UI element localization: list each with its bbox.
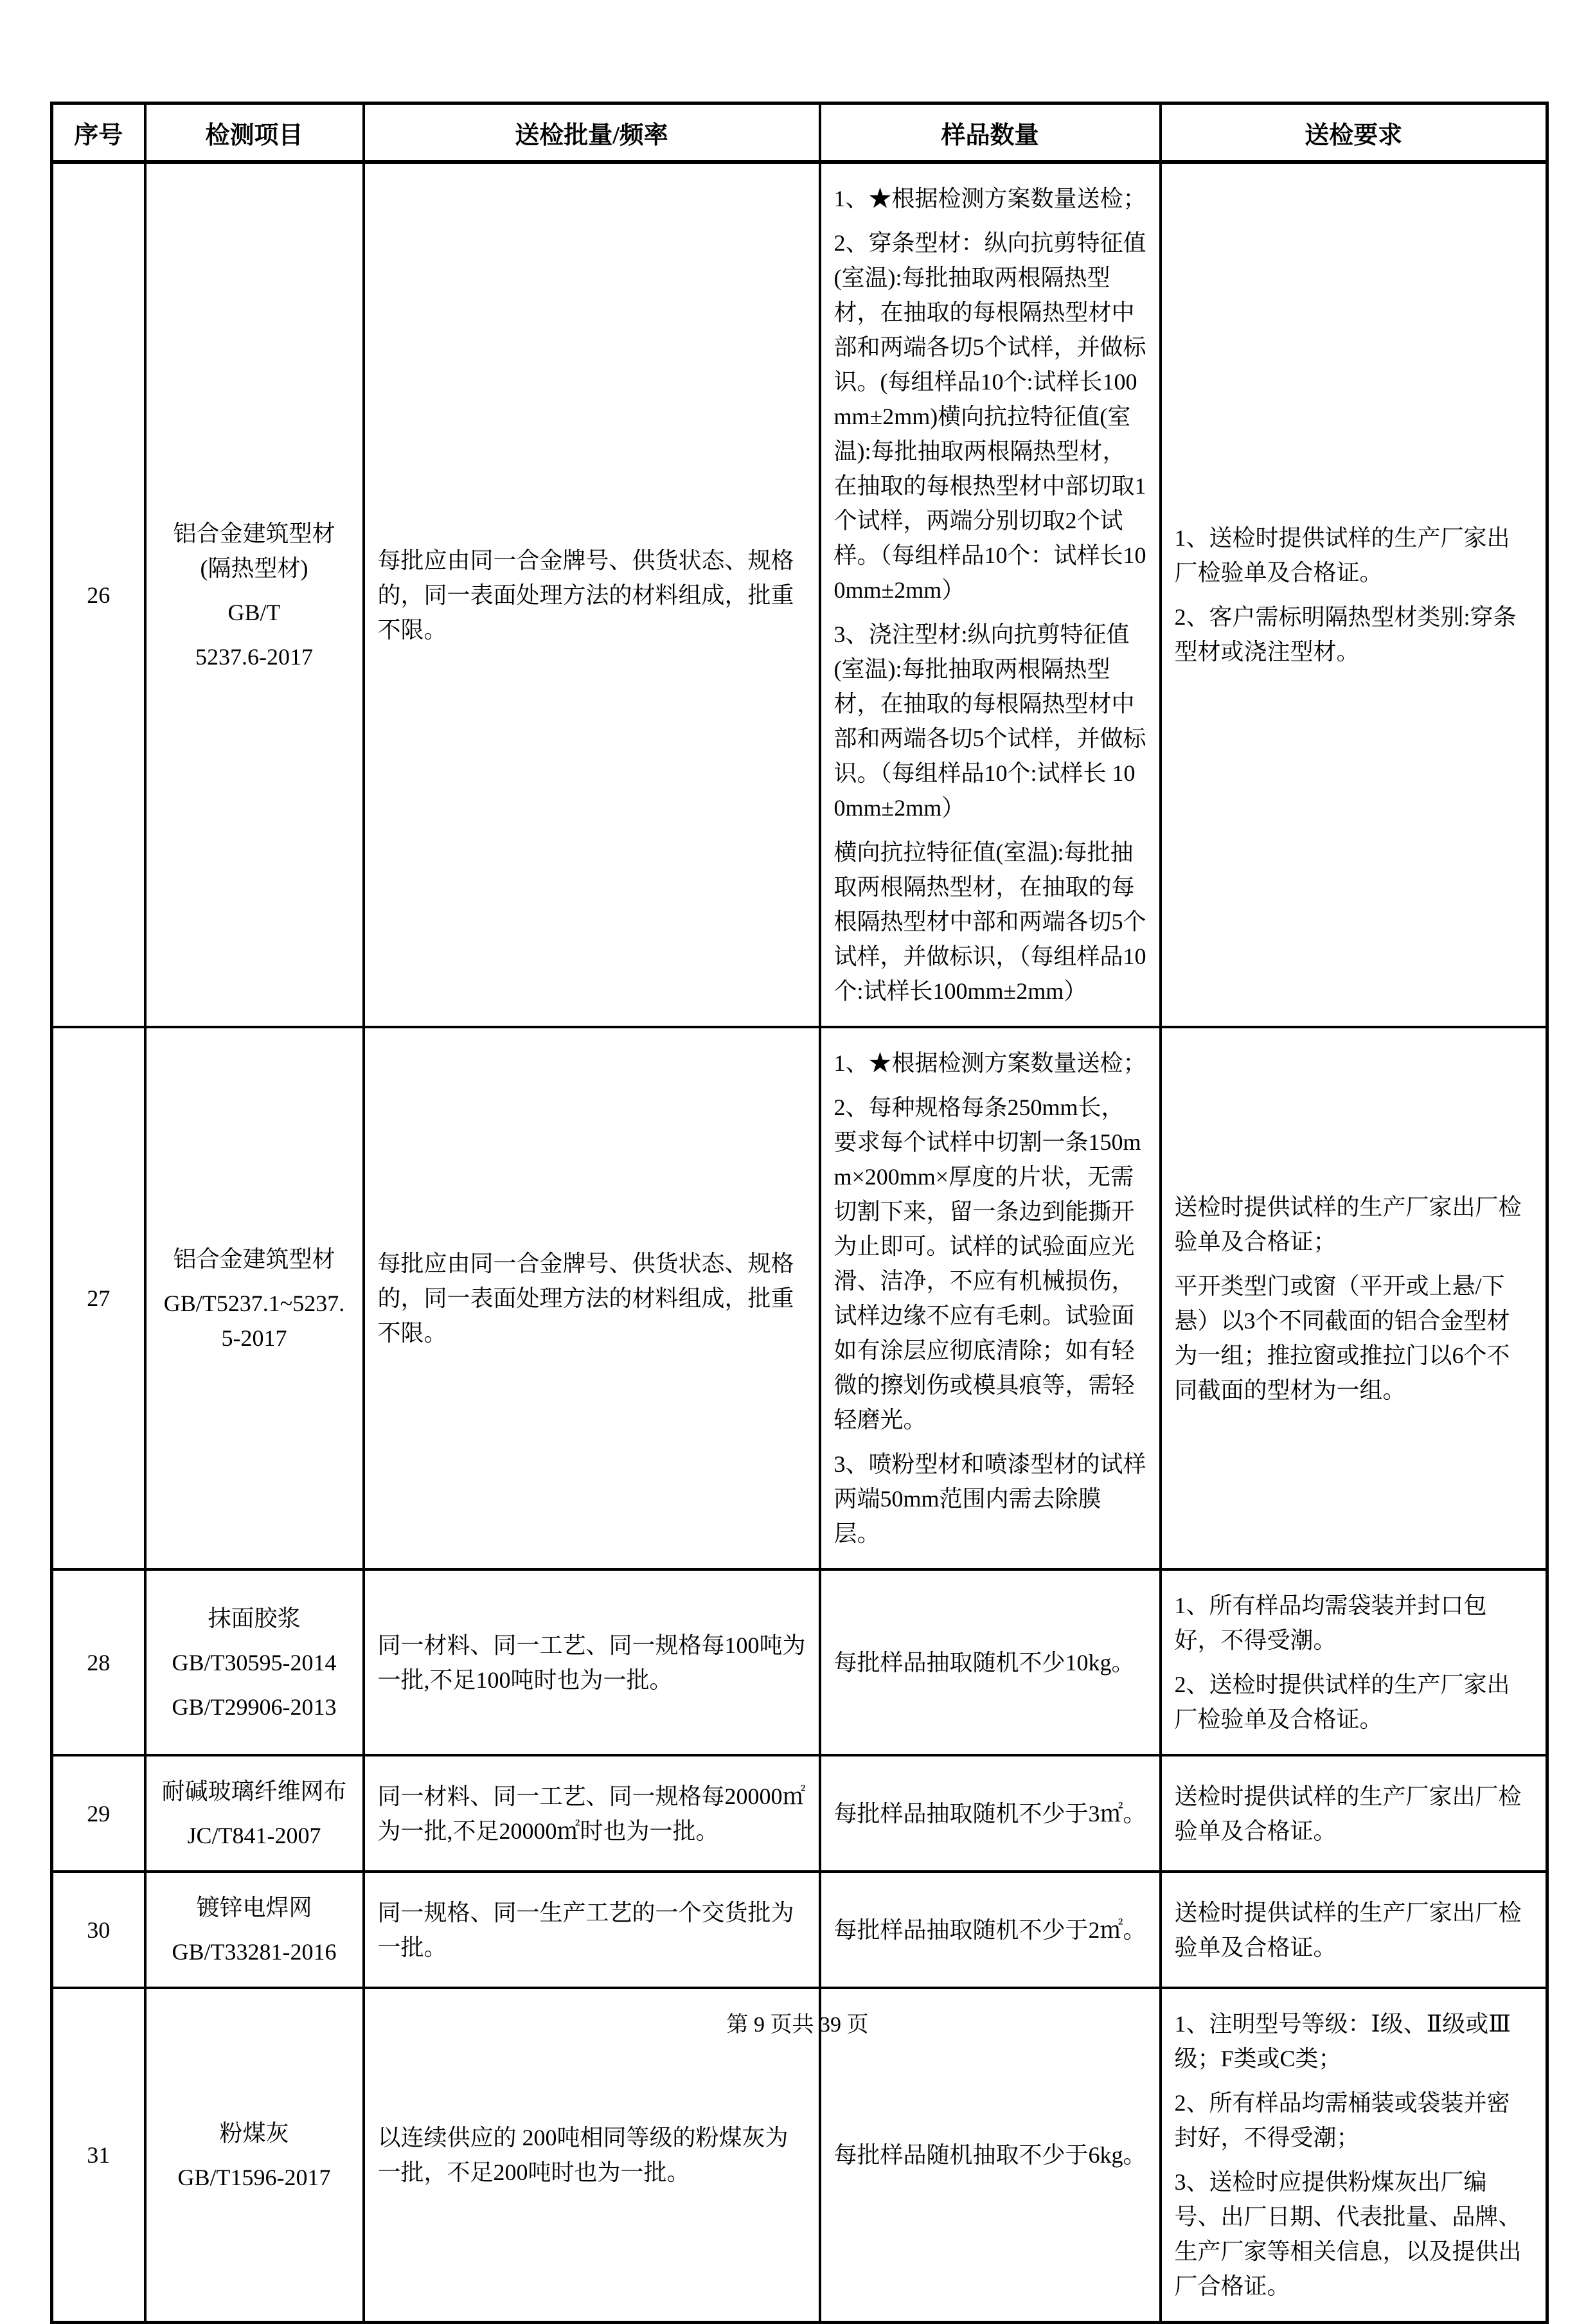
cell-submission-requirement: 1、送检时提供试样的生产厂家出厂检验单及合格证。 2、客户需标明隔热型材类别:穿条型材或浇注型材。 xyxy=(1161,162,1547,1027)
cell-batch-frequency: 每批应由同一合金牌号、供货状态、规格的，同一表面处理方法的材料组成，批重不限。 xyxy=(364,1027,820,1569)
cell-sample-quantity: 每批样品抽取随机不少10kg。 xyxy=(820,1569,1161,1755)
cell-submission-requirement: 送检时提供试样的生产厂家出厂检验单及合格证。 xyxy=(1161,1755,1547,1872)
cell-test-item: 镀锌电焊网 GB/T33281-2016 xyxy=(145,1872,364,1988)
cell-test-item: 铝合金建筑型材(隔热型材) GB/T 5237.6-2017 xyxy=(145,162,364,1027)
cell-test-item: 铝合金建筑型材 GB/T5237.1~5237.5-2017 xyxy=(145,1027,364,1569)
cell-batch-frequency: 同一规格、同一生产工艺的一个交货批为一批。 xyxy=(364,1872,820,1988)
cell-batch-frequency: 每批应由同一合金牌号、供货状态、规格的，同一表面处理方法的材料组成，批重不限。 xyxy=(364,162,820,1027)
header-sample-quantity: 样品数量 xyxy=(820,103,1161,163)
cell-batch-frequency: 以连续供应的 200吨相同等级的粉煤灰为一批，不足200吨时也为一批。 xyxy=(364,1988,820,2323)
table-header-row xyxy=(52,103,1547,163)
cell-sample-quantity: 1、★根据检测方案数量送检； 2、每种规格每条250mm长，要求每个试样中切割一条150mm×200mm×厚度的片状，无需切割下来，留一条边到能撕开为止即可。试样的试验面应光滑、洁净，不应有机械损伤，试样边缘不应有毛刺。试验面如有涂层应彻底清除；如有轻微的擦划伤或模具痕等，需轻轻磨光。 3、喷粉型材和喷漆型材的试样两端50mm范围内需去除膜层。 xyxy=(820,1027,1161,1569)
header-test-item: 检测项目 xyxy=(145,103,364,163)
table-row-30 xyxy=(52,1872,1547,1988)
page-number: 第 9 页共 39 页 xyxy=(726,2013,869,2037)
cell-batch-frequency: 同一材料、同一工艺、同一规格每20000㎡为一批,不足20000㎡时也为一批。 xyxy=(364,1755,820,1872)
table-row-27 xyxy=(52,1027,1547,1569)
cell-submission-requirement: 1、注明型号等级：Ⅰ级、Ⅱ级或Ⅲ级；F类或C类； 2、所有样品均需桶装或袋装并密封好，不得受潮； 3、送检时应提供粉煤灰出厂编号、出厂日期、代表批量、品牌、生产厂家等相关信息，以及提供出厂合格证。 xyxy=(1161,1988,1547,2323)
table-row-29 xyxy=(52,1755,1547,1872)
cell-serial-number: 28 xyxy=(52,1569,145,1755)
cell-test-item: 耐碱玻璃纤维网布 JC/T841-2007 xyxy=(145,1755,364,1872)
cell-sample-quantity: 每批样品随机抽取不少于6kg。 xyxy=(820,1988,1161,2323)
table-row-26 xyxy=(52,162,1547,1027)
cell-sample-quantity: 每批样品抽取随机不少于3㎡。 xyxy=(820,1755,1161,1872)
table-row-31 xyxy=(52,1988,1547,2323)
cell-serial-number: 31 xyxy=(52,1988,145,2323)
header-batch-frequency: 送检批量/频率 xyxy=(364,103,820,163)
cell-test-item: 粉煤灰 GB/T1596-2017 xyxy=(145,1988,364,2323)
table-row-28 xyxy=(52,1569,1547,1755)
cell-serial-number: 30 xyxy=(52,1872,145,1988)
cell-submission-requirement: 送检时提供试样的生产厂家出厂检验单及合格证。 xyxy=(1161,1872,1547,1988)
cell-sample-quantity: 1、★根据检测方案数量送检； 2、穿条型材：纵向抗剪特征值(室温):每批抽取两根隔热型材，在抽取的每根隔热型材中部和两端各切5个试样，并做标识。(每组样品10个:试样长100mm±2mm)横向抗拉特征值(室温):每批抽取两根隔热型材，在抽取的每根热型材中部切取1个试样，两端分别切取2个试样。（每组样品10个：试样长100mm±2mm） 3、浇注型材:纵向抗剪特征值(室温):每批抽取两根隔热型材，在抽取的每根隔热型材中部和两端各切5个试样，并做标识。（每组样品10个:试样长 100mm±2mm） 横向抗拉特征值(室温):每批抽取两根隔热型材，在抽取的每根隔热型材中部和两端各切5个试样，并做标识，（每组样品10个:试样长100mm±2mm） xyxy=(820,162,1161,1027)
cell-serial-number: 26 xyxy=(52,162,145,1027)
cell-submission-requirement: 1、所有样品均需袋装并封口包好，不得受潮。 2、送检时提供试样的生产厂家出厂检验单及合格证。 xyxy=(1161,1569,1547,1755)
cell-submission-requirement: 送检时提供试样的生产厂家出厂检验单及合格证； 平开类型门或窗（平开或上悬/下悬）以3个不同截面的铝合金型材为一组；推拉窗或推拉门以6个不同截面的型材为一组。 xyxy=(1161,1027,1547,1569)
cell-batch-frequency: 同一材料、同一工艺、同一规格每100吨为一批,不足100吨时也为一批。 xyxy=(364,1569,820,1755)
cell-serial-number: 27 xyxy=(52,1027,145,1569)
inspection-requirements-table xyxy=(50,102,1549,2324)
cell-test-item: 抹面胶浆 GB/T30595-2014 GB/T29906-2013 xyxy=(145,1569,364,1755)
cell-sample-quantity: 每批样品抽取随机不少于2㎡。 xyxy=(820,1872,1161,1988)
header-submission-requirement: 送检要求 xyxy=(1161,103,1547,163)
header-serial-number: 序号 xyxy=(52,103,145,163)
cell-serial-number: 29 xyxy=(52,1755,145,1872)
